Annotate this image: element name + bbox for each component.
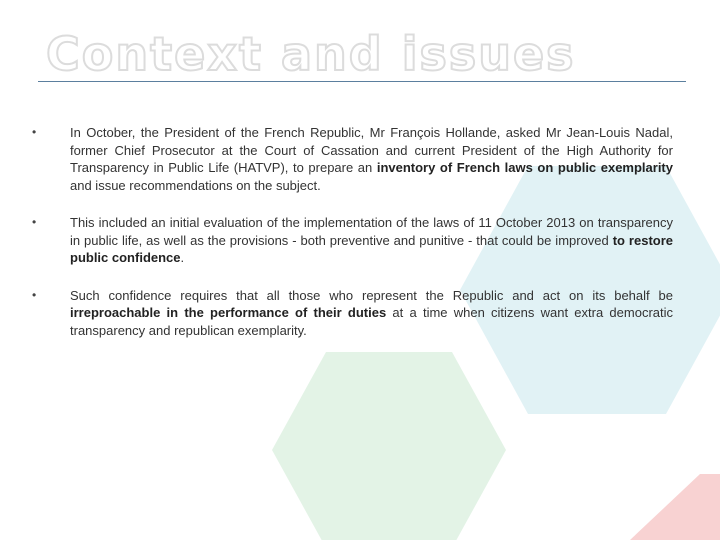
bullet-text	[70, 288, 673, 338]
bullet-text	[70, 125, 673, 193]
bullet-item	[32, 124, 673, 194]
bullet-text	[70, 215, 673, 265]
bullet-text-segment: .	[180, 250, 185, 265]
bullet-marker: •	[32, 215, 37, 229]
bullet-emphasis: inventory of French laws on public exemplarity	[376, 160, 673, 175]
bullet-text-segment: and issue recommendations on the subject.	[70, 177, 321, 193]
hexagon-coral-shape	[630, 474, 720, 540]
bullet-list	[32, 124, 673, 339]
hexagon-green-shape	[272, 352, 506, 540]
bullet-emphasis: irreproachable in the performance of their duties	[70, 305, 387, 320]
bullet-marker: •	[32, 287, 37, 302]
title-divider	[38, 81, 686, 82]
bullet-marker: •	[32, 125, 37, 139]
bullet-item	[32, 214, 673, 267]
bullet-text-segment: Such confidence requires that all those who represent the Republic and act on its behalf be	[70, 287, 673, 303]
bullet-text-segment: at a time when citizens want extra democratic transparency and republican exemplarity.	[70, 305, 674, 338]
bullet-text-segment: In October, the President of the French Republic, Mr François Hollande, asked Mr Jean-Louis Nadal, former Chief Prosecutor at the Court of Cassation and current President of the High Authority for Transparency in Public Life (HATVP), to prepare an	[70, 125, 673, 175]
slide-title: Context and issues	[46, 27, 576, 81]
bullet-text-segment: This included an initial evaluation of the implementation of the laws of 11 October 2013 on transparency in public life, as well as the provisions - both preventive and punitive - that could be improved	[70, 215, 673, 248]
bullet-item	[32, 287, 673, 340]
bullet-emphasis: to restore public confidence	[70, 232, 674, 265]
